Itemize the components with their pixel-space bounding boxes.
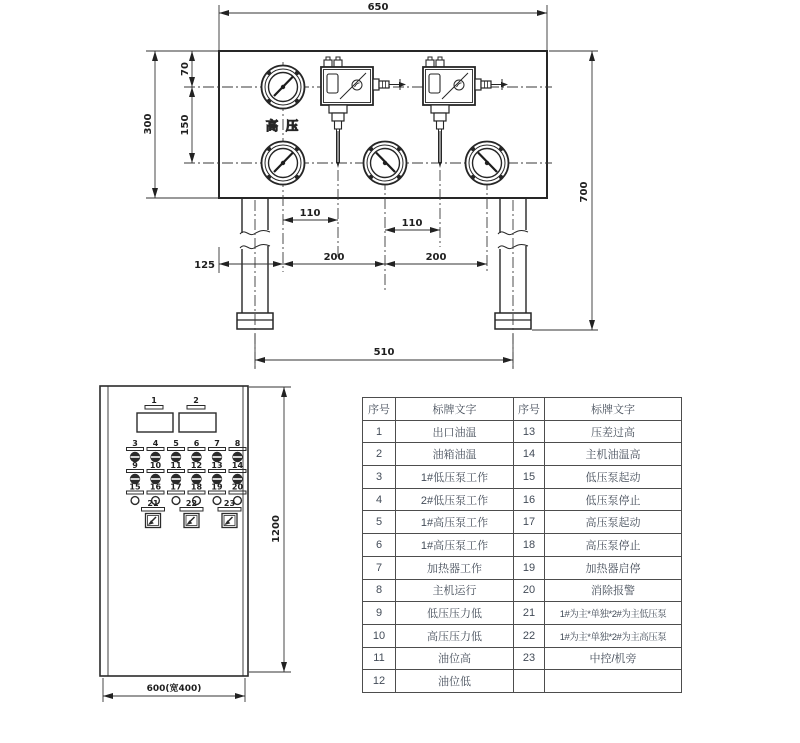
table-row	[363, 602, 682, 625]
display-number: 2	[193, 396, 199, 405]
cell-text: 主机运行	[396, 579, 514, 602]
push-button	[131, 497, 139, 505]
item-number: 5	[173, 439, 179, 448]
item-number: 13	[211, 461, 223, 470]
cell-text: 高压泵停止	[545, 534, 682, 557]
table-row	[363, 579, 682, 602]
cell-text: 2#低压泵工作	[396, 488, 514, 511]
cell-seq: 11	[363, 647, 396, 670]
panel-label-gao: 高	[265, 118, 279, 133]
item-number: 14	[231, 461, 244, 470]
cell-text: 1#为主*单独*2#为主高压泵	[545, 624, 682, 647]
table-row	[363, 466, 682, 489]
item-number: 12	[190, 461, 203, 470]
item-number: 6	[193, 439, 200, 448]
dim-1200: 1200	[271, 515, 282, 543]
dim-110-right: 110	[401, 218, 423, 229]
item-number: 18	[190, 482, 203, 492]
cell-text: 低压压力低	[396, 602, 514, 625]
dim-300: 300	[143, 113, 154, 135]
cell-text: 低压泵起动	[545, 466, 682, 489]
push-button	[213, 497, 221, 505]
cell-text: 中控/机旁	[545, 647, 682, 670]
item-number: 17	[170, 482, 182, 492]
item-number: 20	[231, 482, 244, 492]
cell-seq: 19	[514, 556, 545, 579]
cell-text: 出口油温	[396, 420, 514, 443]
item-number: 7	[214, 439, 220, 448]
item-number: 10	[149, 461, 162, 470]
cell-text: 高压泵起动	[545, 511, 682, 534]
cell-seq: 9	[363, 602, 396, 625]
dim-600: 600(宽400)	[146, 684, 202, 694]
cell-text: 消除报警	[545, 579, 682, 602]
item-number: 22	[185, 499, 198, 508]
sign-text-table	[362, 397, 682, 693]
item-number: 23	[223, 499, 236, 508]
item-number: 9	[132, 461, 138, 470]
cell-text: 高压压力低	[396, 624, 514, 647]
cell-seq: 13	[514, 420, 545, 443]
cell-seq: 16	[514, 488, 545, 511]
table-row	[363, 647, 682, 670]
dim-125: 125	[194, 260, 215, 271]
cell-seq: 22	[514, 624, 545, 647]
header-text: 标牌文字	[396, 398, 514, 421]
table-row	[363, 556, 682, 579]
cell-seq: 14	[514, 443, 545, 466]
cell-text: 油位高	[396, 647, 514, 670]
cell-text: 1#高压泵工作	[396, 534, 514, 557]
item-number: 15	[129, 482, 141, 492]
cell-text: 1#为主*单独*2#为主低压泵	[545, 602, 682, 625]
cell-seq: 5	[363, 511, 396, 534]
item-number: 11	[170, 461, 182, 470]
cell-text: 油位低	[396, 670, 514, 693]
cell-seq: 23	[514, 647, 545, 670]
dim-200-right: 200	[425, 252, 447, 263]
panel-front-view	[184, 51, 552, 371]
table-row	[363, 534, 682, 557]
table-row	[363, 624, 682, 647]
table-row	[363, 511, 682, 534]
cell-seq: 6	[363, 534, 396, 557]
dim-700: 700	[579, 181, 590, 203]
cell-text: 低压泵停止	[545, 488, 682, 511]
table-row	[363, 488, 682, 511]
cell-seq: 7	[363, 556, 396, 579]
item-number: 4	[152, 439, 159, 448]
cell-text	[545, 670, 682, 693]
dim-70: 70	[180, 62, 191, 76]
selector-switch	[222, 514, 237, 528]
cell-text: 主机油温高	[545, 443, 682, 466]
cell-seq: 8	[363, 579, 396, 602]
cell-seq: 10	[363, 624, 396, 647]
cell-seq: 12	[363, 670, 396, 693]
panel-label-ya: 压	[285, 118, 299, 133]
item-number: 21	[147, 499, 159, 508]
cell-text: 加热器启停	[545, 556, 682, 579]
cell-seq	[514, 670, 545, 693]
table-header-row	[363, 398, 682, 421]
selector-switch	[184, 514, 199, 528]
dim-110-left: 110	[299, 208, 321, 219]
control-cabinet	[100, 386, 248, 676]
cell-text: 加热器工作	[396, 556, 514, 579]
cell-seq: 17	[514, 511, 545, 534]
item-number: 16	[149, 482, 162, 492]
cell-seq: 1	[363, 420, 396, 443]
item-number: 19	[211, 482, 223, 492]
dim-150: 150	[180, 114, 191, 136]
display-number: 1	[151, 396, 157, 405]
cell-seq: 18	[514, 534, 545, 557]
cell-seq: 15	[514, 466, 545, 489]
header-seq: 序号	[363, 398, 396, 421]
cell-seq: 20	[514, 579, 545, 602]
selector-switch	[146, 514, 161, 528]
cell-text: 压差过高	[545, 420, 682, 443]
header-text: 标牌文字	[545, 398, 682, 421]
dim-200-left: 200	[323, 252, 345, 263]
item-number: 3	[132, 439, 138, 448]
cell-seq: 2	[363, 443, 396, 466]
dim-510: 510	[373, 347, 395, 358]
table-row	[363, 420, 682, 443]
table-row	[363, 670, 682, 693]
push-button	[172, 497, 180, 505]
cell-seq: 21	[514, 602, 545, 625]
header-seq: 序号	[514, 398, 545, 421]
cell-text: 1#高压泵工作	[396, 511, 514, 534]
item-number: 8	[234, 439, 241, 448]
cell-seq: 4	[363, 488, 396, 511]
cell-text: 油箱油温	[396, 443, 514, 466]
cell-seq: 3	[363, 466, 396, 489]
table-row	[363, 443, 682, 466]
cell-text: 1#低压泵工作	[396, 466, 514, 489]
dim-650: 650	[367, 2, 389, 13]
